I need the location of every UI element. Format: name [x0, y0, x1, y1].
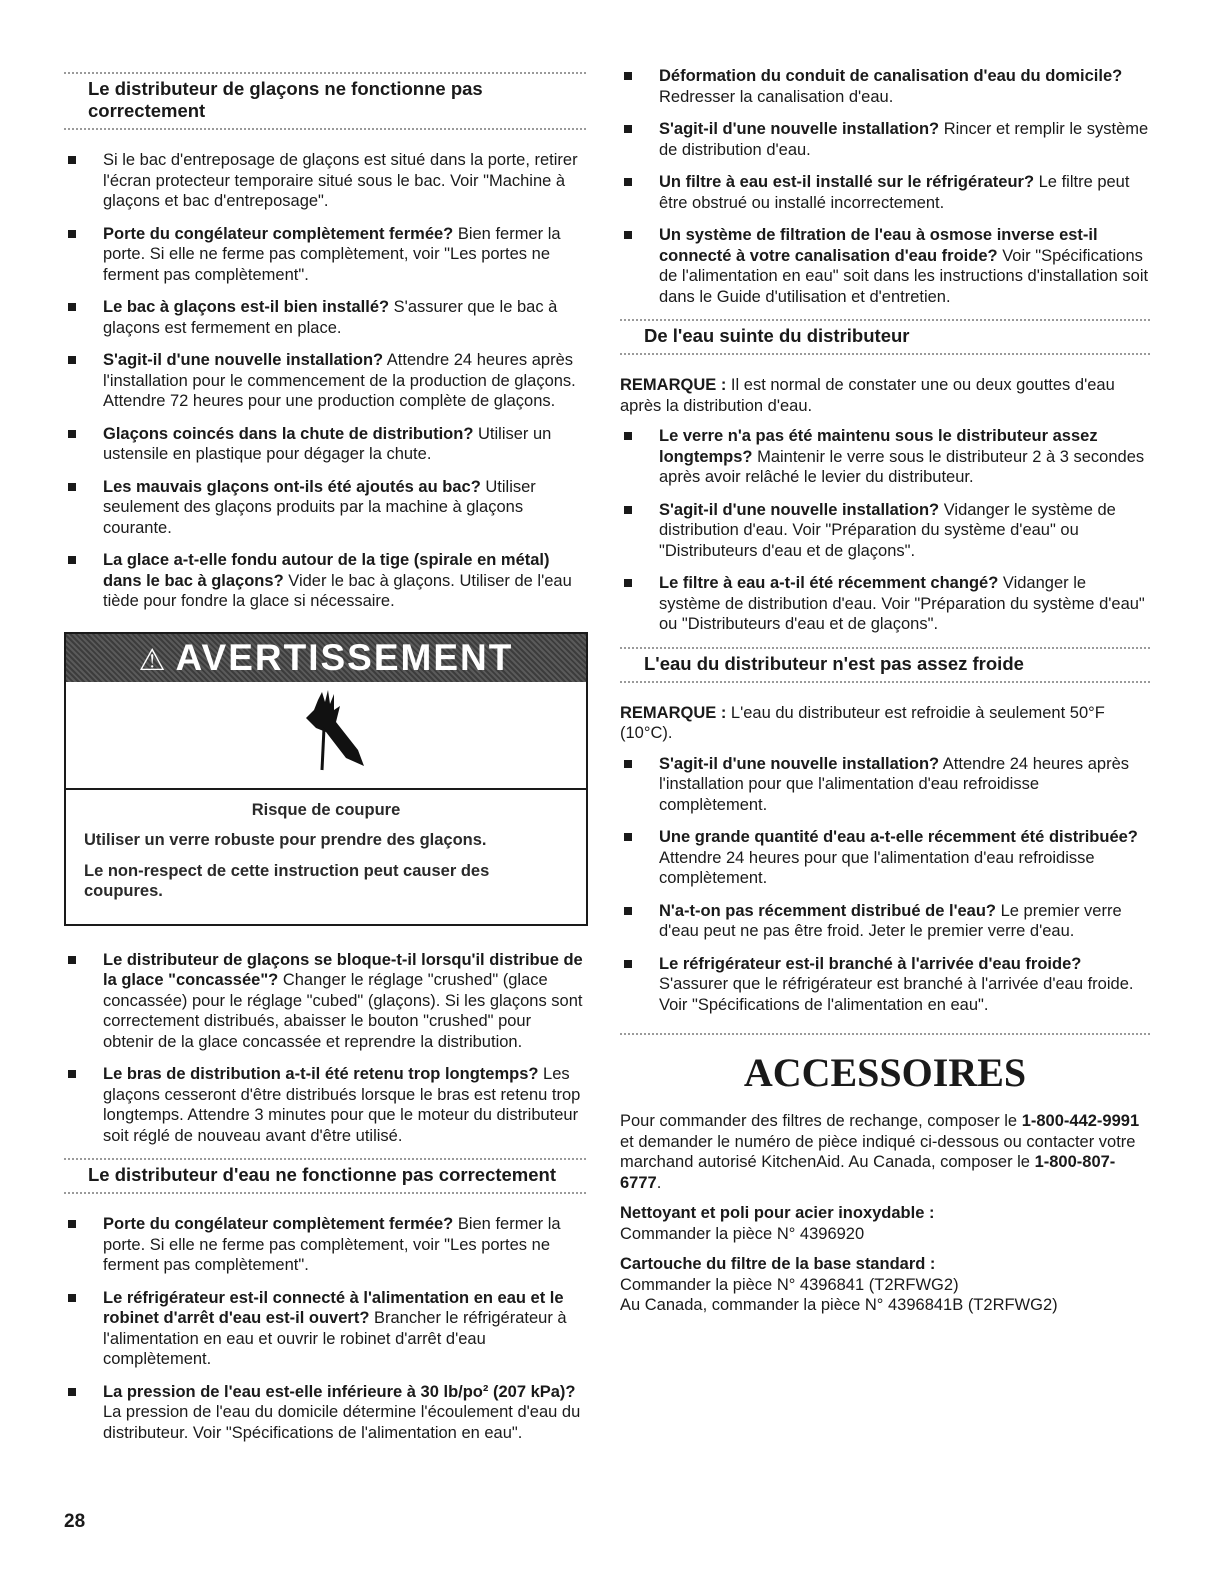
note-text: Il est normal de constater une ou deux gouttes d'eau après la distribution d'eau.: [620, 376, 1115, 415]
list-item: [620, 954, 1150, 1016]
bullet-icon: [624, 960, 632, 968]
item-answer: La pression de l'eau du domicile détermine l'écoulement d'eau du distributeur. Voir "Spécifications de l'alimentation en eau".: [103, 1403, 581, 1442]
item-question: Le réfrigérateur est-il branché à l'arrivée d'eau froide?: [659, 954, 1082, 973]
list-item: [620, 754, 1150, 816]
list-item: [64, 1288, 586, 1370]
bullet-icon: [68, 356, 76, 364]
item-answer: Bien fermer la porte. Si elle ne ferme pas complètement, voir "Les portes ne ferment pas complètement".: [103, 1215, 561, 1274]
list-item: [620, 172, 1150, 213]
list-item: [64, 350, 586, 412]
bullet-icon: [624, 231, 632, 239]
accessory-cleaner: [620, 1203, 1150, 1244]
accessory-filter: [620, 1254, 1150, 1316]
section-title-ice-dispenser: Le distributeur de glaçons ne fonctionne pas correctement: [64, 72, 586, 130]
item-answer: Changer le réglage "crushed" (glace concassée) pour le réglage "cubed" (glaçons). Si les glaçons sont correctement distribués, abaisser le bouton "crushed" pour obtenir de la glace concassée et reprendre la distribution.: [103, 971, 583, 1051]
list-item: [620, 66, 1150, 107]
section-title-water-not-cold: L'eau du distributeur n'est pas assez froide: [620, 647, 1150, 683]
bullet-icon: [68, 230, 76, 238]
bullet-icon: [624, 506, 632, 514]
list-item: [620, 225, 1150, 307]
item-answer: Attendre 24 heures après l'installation pour que l'alimentation d'eau refroidisse complètement.: [659, 754, 1130, 814]
bullet-icon: [68, 1294, 76, 1302]
item-answer: Attendre 24 heures après l'installation pour le commencement de la production de glaçons. Attendre 72 heures pour une production complète de glaçons.: [103, 351, 576, 410]
item-question: Déformation du conduit de canalisation d'eau du domicile?: [659, 67, 1123, 85]
warning-body: [66, 790, 586, 924]
item-question: La pression de l'eau est-elle inférieure à 30 lb/po² (207 kPa)?: [103, 1382, 576, 1401]
item-answer: Brancher le réfrigérateur à l'alimentation en eau et ouvrir le robinet d'arrêt d'eau complètement.: [103, 1309, 567, 1368]
item-question: Porte du congélateur complètement fermée?: [103, 224, 454, 243]
bullet-icon: [624, 833, 632, 841]
item-question: Les mauvais glaçons ont-ils été ajoutés au bac?: [103, 477, 481, 496]
item-answer: Utiliser un ustensile en plastique pour dégager la chute.: [103, 424, 552, 463]
item-answer: S'assurer que le bac à glaçons est fermement en place.: [103, 298, 558, 337]
left-column: [64, 62, 586, 1455]
item-answer: Rincer et remplir le système de distribution d'eau.: [659, 120, 1149, 159]
accessory-cleaner-part: Commander la pièce N° 4396920: [620, 1224, 865, 1243]
item-question: S'agit-il d'une nouvelle installation?: [659, 120, 940, 138]
item-question: Porte du congélateur complètement fermée?: [103, 1215, 454, 1233]
item-question: Un filtre à eau est-il installé sur le réfrigérateur?: [659, 173, 1035, 191]
item-answer: Le filtre peut être obstrué ou installé incorrectement.: [659, 173, 1130, 212]
bullet-icon: [624, 178, 632, 186]
bullet-icon: [624, 760, 632, 768]
item-answer: Attendre 24 heures pour que l'alimentation d'eau refroidisse complètement.: [659, 848, 1095, 887]
water-dispenser-list-continued: [620, 66, 1150, 307]
item-answer: Utiliser seulement des glaçons produits par la machine à glaçons courante.: [103, 477, 536, 537]
list-item: [620, 827, 1150, 889]
water-not-cold-list: [620, 754, 1150, 1016]
item-answer: Bien fermer la porte. Si elle ne ferme pas complètement, voir "Les portes ne ferment pas complètement".: [103, 224, 561, 284]
list-item: [620, 500, 1150, 562]
item-question: Le filtre à eau a-t-il été récemment changé?: [659, 574, 999, 592]
item-question: N'a-t-on pas récemment distribué de l'eau?: [659, 901, 997, 920]
item-question: Une grande quantité d'eau a-t-elle récemment été distribuée?: [659, 828, 1138, 846]
warning-triangle-icon: ⚠: [138, 643, 168, 677]
hand-cut-icon: [288, 688, 368, 780]
warning-consequence: Le non-respect de cette instruction peut causer des coupures.: [84, 861, 490, 900]
cold-note: [620, 703, 1150, 744]
item-answer: Le premier verre d'eau peut ne pas être froid. Jeter le premier verre d'eau.: [659, 901, 1122, 940]
leak-note: [620, 375, 1150, 416]
phone-canada: 1-800-807-6777: [620, 1153, 1116, 1192]
list-item: [64, 477, 586, 539]
list-item: [620, 901, 1150, 942]
list-item: [64, 224, 586, 286]
list-item: [64, 1214, 586, 1276]
accessories-title: ACCESSOIRES: [620, 1033, 1150, 1095]
item-question: Le verre n'a pas été maintenu sous le distributeur assez longtemps?: [659, 427, 1098, 466]
bullet-icon: [68, 1070, 76, 1078]
warning-instruction: Utiliser un verre robuste pour prendre des glaçons.: [84, 831, 487, 849]
item-question: S'agit-il d'une nouvelle installation?: [103, 351, 384, 369]
phone-us: 1-800-442-9991: [1021, 1112, 1140, 1130]
accessories-intro: Pour commander des filtres de rechange, composer le 1-800-442-9991 et demander le numéro de pièce indiqué ci-dessous ou contacter votre marchand autorisé KitchenAid. Au Canada, composer le 1-800-807-6777.: [620, 1112, 1140, 1192]
list-item: [620, 119, 1150, 160]
list-item: [64, 424, 586, 465]
item-question: Le réfrigérateur est-il connecté à l'alimentation en eau et le robinet d'arrêt d'eau est-il ouvert?: [103, 1288, 564, 1327]
list-item: [620, 426, 1150, 488]
accessory-cleaner-title: Nettoyant et poli pour acier inoxydable :: [620, 1204, 935, 1222]
accessory-filter-title: Cartouche du filtre de la base standard :: [620, 1255, 936, 1273]
item-answer: Voir "Spécifications de l'alimentation en eau" soit dans les instructions d'installation soit dans le Guide d'utilisation et d'entretien.: [659, 246, 1149, 306]
item-answer: Redresser la canalisation d'eau.: [659, 87, 894, 106]
bullet-icon: [624, 125, 632, 133]
item-answer: Vider le bac à glaçons. Utiliser de l'eau tiède pour fondre la glace si nécessaire.: [103, 571, 572, 610]
bullet-icon: [68, 956, 76, 964]
item-question: Le distributeur de glaçons se bloque-t-il lorsqu'il distribue de la glace "concassée"?: [103, 950, 583, 989]
list-item: [64, 550, 586, 612]
note-text: L'eau du distributeur est refroidie à seulement 50°F (10°C).: [620, 703, 1105, 742]
list-item: [64, 950, 586, 1053]
item-answer: Vidanger le système de distribution d'eau. Voir "Préparation du système d'eau" ou "Distributeurs d'eau et de glaçons".: [659, 574, 1145, 633]
bullet-icon: [68, 556, 76, 564]
warning-risk: Risque de coupure: [251, 800, 401, 819]
item-answer: Les glaçons cesseront d'être distribués lorsque le bras est retenu trop longtemps. Attendre 3 minutes pour que le moteur du distributeur soit réglé de nouveau avant d'être utilisé.: [103, 1065, 581, 1145]
item-question: Un système de filtration de l'eau à osmose inverse est-il connecté à votre canalisation d'eau froide?: [659, 226, 1098, 265]
cut-hazard-pictogram: [66, 682, 586, 790]
section-title-water-leak: De l'eau suinte du distributeur: [620, 319, 1150, 355]
ice-dispenser-list: [64, 150, 586, 612]
bullet-icon: [624, 907, 632, 915]
item-question: S'agit-il d'une nouvelle installation?: [659, 754, 940, 773]
list-item: [64, 150, 586, 212]
water-leak-list: [620, 426, 1150, 635]
note-label: REMARQUE :: [620, 376, 727, 394]
item-question: Le bac à glaçons est-il bien installé?: [103, 298, 390, 316]
accessory-filter-part-canada: Au Canada, commander la pièce N° 4396841B (T2RFWG2): [620, 1296, 1058, 1314]
bullet-icon: [68, 156, 76, 164]
item-question: S'agit-il d'une nouvelle installation?: [659, 500, 940, 519]
note-label: REMARQUE :: [620, 703, 727, 722]
section-title-water-dispenser: Le distributeur d'eau ne fonctionne pas correctement: [64, 1158, 586, 1194]
item-question: Glaçons coincés dans la chute de distribution?: [103, 424, 474, 443]
item-question: La glace a-t-elle fondu autour de la tige (spirale en métal) dans le bac à glaçons?: [103, 551, 550, 590]
water-dispenser-list: [64, 1214, 586, 1443]
list-item: [64, 1382, 586, 1444]
page-number: 28: [64, 1511, 86, 1532]
item-answer: S'assurer que le réfrigérateur est branché à l'arrivée d'eau froide. Voir "Spécifications de l'alimentation en eau".: [659, 975, 1134, 1014]
bullet-icon: [624, 72, 632, 80]
bullet-icon: [68, 1388, 76, 1396]
warning-header-text: AVERTISSEMENT: [175, 636, 514, 678]
list-item: [64, 297, 586, 338]
bullet-icon: [68, 1220, 76, 1228]
right-column: [620, 62, 1150, 1326]
warning-box: [64, 632, 588, 926]
item-answer: Vidanger le système de distribution d'eau. Voir "Préparation du système d'eau" ou "Distributeurs d'eau et de glaçons".: [659, 500, 1116, 560]
item-answer: Si le bac d'entreposage de glaçons est situé dans la porte, retirer l'écran protecteur temporaire situé sous le bac. Voir "Machine à glaçons et bac d'entreposage".: [103, 151, 578, 210]
bullet-icon: [624, 432, 632, 440]
bullet-icon: [624, 579, 632, 587]
ice-dispenser-list-continued: [64, 950, 586, 1147]
item-question: Le bras de distribution a-t-il été retenu trop longtemps?: [103, 1065, 539, 1083]
bullet-icon: [68, 430, 76, 438]
list-item: [64, 1064, 586, 1146]
list-item: [620, 573, 1150, 635]
accessories-section: [620, 1033, 1150, 1316]
warning-header: [66, 634, 586, 682]
bullet-icon: [68, 303, 76, 311]
bullet-icon: [68, 483, 76, 491]
item-answer: Maintenir le verre sous le distributeur 2 à 3 secondes après avoir relâché le levier du distributeur.: [659, 447, 1145, 486]
accessory-filter-part: Commander la pièce N° 4396841 (T2RFWG2): [620, 1275, 959, 1294]
